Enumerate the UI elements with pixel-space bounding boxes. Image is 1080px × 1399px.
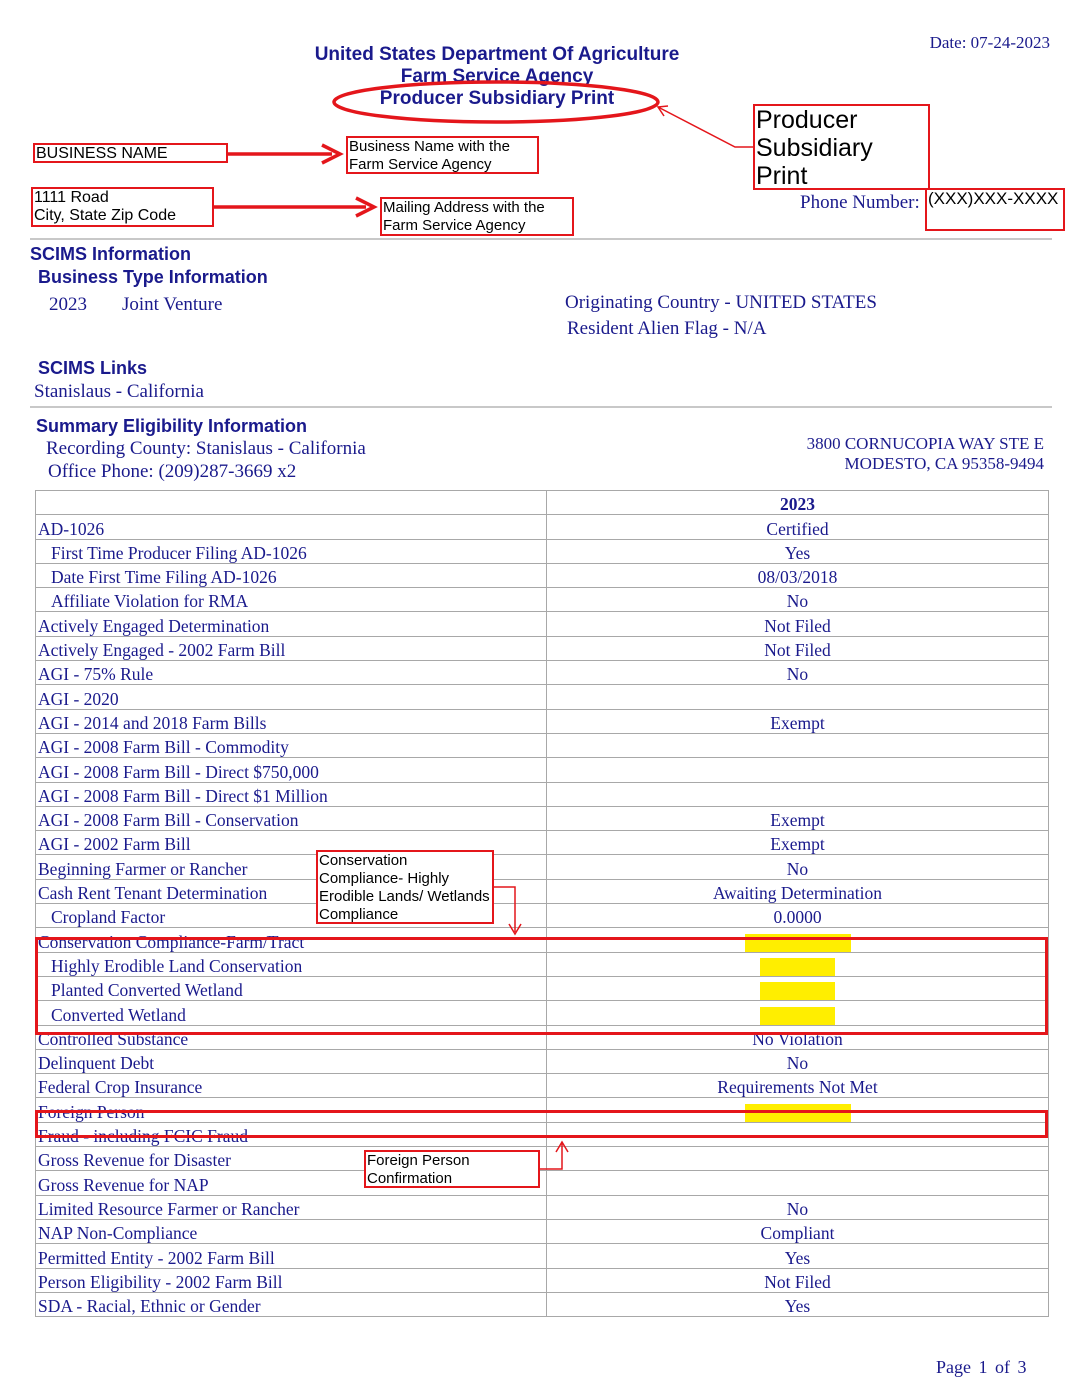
title-note: Producer Subsidiary Print	[753, 104, 930, 190]
row-label: AGI - 2014 and 2018 Farm Bills	[36, 709, 547, 733]
table-row	[36, 976, 1049, 1000]
row-value: No	[547, 1049, 1049, 1073]
row-value: No	[547, 588, 1049, 612]
row-value: No	[547, 1195, 1049, 1219]
recording-county: Recording County: Stanislaus - California	[46, 438, 366, 459]
foreign-person-note: Foreign Person Confirmation	[364, 1150, 540, 1188]
row-value: Exempt	[547, 806, 1049, 830]
scims-links-heading: SCIMS Links	[38, 358, 148, 378]
row-label: AGI - 2008 Farm Bill - Commodity	[36, 733, 547, 757]
table-row	[36, 1001, 1049, 1025]
redacted-value-highlight	[745, 934, 851, 952]
row-value: Exempt	[547, 709, 1049, 733]
business-name-box: BUSINESS NAME	[33, 143, 228, 163]
business-name-note: Business Name with the Farm Service Agency	[346, 136, 539, 174]
header-blank	[36, 491, 547, 515]
divider	[30, 406, 1052, 408]
arrow-address	[214, 198, 374, 216]
table-row	[36, 1049, 1049, 1073]
row-value: Compliant	[547, 1219, 1049, 1243]
table-row	[36, 1292, 1049, 1316]
print-date: Date: 07-24-2023	[929, 33, 1050, 52]
redacted-value-highlight	[760, 1007, 835, 1025]
table-row	[36, 515, 1049, 539]
table-row	[36, 563, 1049, 587]
arrow-title	[658, 106, 753, 147]
office-phone: Office Phone: (209)287-3669 x2	[48, 461, 297, 482]
address-note: Mailing Address with the Farm Service Agency	[380, 197, 574, 236]
scims-heading: SCIMS Information	[30, 244, 191, 264]
page-number: Page 1 of 3	[936, 1357, 1027, 1377]
row-label: Cropland Factor	[36, 904, 547, 928]
office-address-line1: 3800 CORNUCOPIA WAY STE E	[806, 434, 1044, 453]
row-label: Actively Engaged Determination	[36, 612, 547, 636]
row-value: 0.0000	[547, 904, 1049, 928]
table-row	[36, 879, 1049, 903]
table-row	[36, 952, 1049, 976]
row-value: Not Filed	[547, 636, 1049, 660]
row-label: NAP Non-Compliance	[36, 1219, 547, 1243]
table-row	[36, 1147, 1049, 1171]
row-label: AGI - 2002 Farm Bill	[36, 831, 547, 855]
row-value	[547, 976, 1049, 1000]
row-label: Actively Engaged - 2002 Farm Bill	[36, 636, 547, 660]
table-header-row	[36, 491, 1049, 515]
redacted-value-highlight	[760, 958, 835, 976]
row-value	[547, 1001, 1049, 1025]
row-label: Controlled Substance	[36, 1025, 547, 1049]
table-row	[36, 661, 1049, 685]
table-row	[36, 1268, 1049, 1292]
row-label: Limited Resource Farmer or Rancher	[36, 1195, 547, 1219]
table-row	[36, 636, 1049, 660]
row-label: AGI - 2008 Farm Bill - Direct $750,000	[36, 758, 547, 782]
row-value	[547, 1098, 1049, 1122]
row-label: AD-1026	[36, 515, 547, 539]
row-label: Planted Converted Wetland	[36, 976, 547, 1000]
row-label: Federal Crop Insurance	[36, 1074, 547, 1098]
row-label: Foreign Person	[36, 1098, 547, 1122]
row-value: Awaiting Determination	[547, 879, 1049, 903]
row-label: Gross Revenue for Disaster	[36, 1147, 547, 1171]
table-row	[36, 928, 1049, 952]
table-row	[36, 831, 1049, 855]
business-type: Joint Venture	[122, 294, 223, 315]
row-label: Highly Erodible Land Conservation	[36, 952, 547, 976]
row-label: SDA - Racial, Ethnic or Gender	[36, 1292, 547, 1316]
row-label: Gross Revenue for NAP	[36, 1171, 547, 1195]
originating-country: Originating Country - UNITED STATES	[565, 292, 877, 313]
table-row	[36, 539, 1049, 563]
table-row	[36, 1074, 1049, 1098]
table-row	[36, 685, 1049, 709]
row-label: Converted Wetland	[36, 1001, 547, 1025]
resident-alien-flag: Resident Alien Flag - N/A	[567, 318, 767, 339]
row-label: First Time Producer Filing AD-1026	[36, 539, 547, 563]
scims-link[interactable]: Stanislaus - California	[34, 381, 204, 402]
business-type-heading: Business Type Information	[38, 267, 268, 287]
table-row	[36, 1195, 1049, 1219]
year-header: 2023	[547, 491, 1049, 515]
row-value	[547, 685, 1049, 709]
table-row	[36, 1025, 1049, 1049]
row-value: Yes	[547, 539, 1049, 563]
table-row	[36, 855, 1049, 879]
row-label: Permitted Entity - 2002 Farm Bill	[36, 1244, 547, 1268]
row-value: No	[547, 661, 1049, 685]
table-row	[36, 1219, 1049, 1243]
table-row	[36, 782, 1049, 806]
row-value: 08/03/2018	[547, 563, 1049, 587]
row-label: AGI - 2020	[36, 685, 547, 709]
eligibility-table	[35, 490, 1049, 1317]
row-value: Not Filed	[547, 1268, 1049, 1292]
phone-label: Phone Number:	[800, 192, 920, 213]
row-value: Certified	[547, 515, 1049, 539]
table-row	[36, 709, 1049, 733]
office-address-line2: MODESTO, CA 95358-9494	[844, 454, 1044, 473]
sub-agency-title: Farm Service Agency	[400, 66, 594, 87]
row-label: Affiliate Violation for RMA	[36, 588, 547, 612]
table-row	[36, 1122, 1049, 1146]
row-value: No	[547, 855, 1049, 879]
row-value	[547, 1171, 1049, 1195]
row-label: AGI - 2008 Farm Bill - Direct $1 Million	[36, 782, 547, 806]
table-row	[36, 806, 1049, 830]
row-label: Cash Rent Tenant Determination	[36, 879, 547, 903]
row-value	[547, 928, 1049, 952]
row-value: Yes	[547, 1244, 1049, 1268]
business-year: 2023	[49, 294, 87, 315]
row-value: Yes	[547, 1292, 1049, 1316]
row-label: Beginning Farmer or Rancher	[36, 855, 547, 879]
redacted-value-highlight	[760, 982, 835, 1000]
row-value	[547, 733, 1049, 757]
table-row	[36, 758, 1049, 782]
row-label: Fraud - including FCIC Fraud	[36, 1122, 547, 1146]
divider	[30, 238, 1052, 240]
conservation-note: Conservation Compliance- Highly Erodible Lands/ Wetlands Compliance	[316, 850, 494, 924]
row-value	[547, 782, 1049, 806]
row-label: Conservation Compliance-Farm/Tract	[36, 928, 547, 952]
row-value: No Violation	[547, 1025, 1049, 1049]
row-value: Exempt	[547, 831, 1049, 855]
table-row	[36, 1244, 1049, 1268]
row-label: Date First Time Filing AD-1026	[36, 563, 547, 587]
row-label: AGI - 75% Rule	[36, 661, 547, 685]
agency-title: United States Department Of Agriculture	[314, 44, 680, 65]
redacted-value-highlight	[745, 1104, 851, 1122]
table-row	[36, 588, 1049, 612]
table-row	[36, 733, 1049, 757]
address-line2: City, State Zip Code	[34, 207, 176, 224]
summary-heading: Summary Eligibility Information	[36, 416, 308, 436]
row-value	[547, 1122, 1049, 1146]
office-address	[807, 434, 1044, 474]
row-label: AGI - 2008 Farm Bill - Conservation	[36, 806, 547, 830]
table-row	[36, 904, 1049, 928]
table-row	[36, 1171, 1049, 1195]
table-row	[36, 1098, 1049, 1122]
report-title: Producer Subsidiary Print	[379, 88, 615, 109]
row-value	[547, 1147, 1049, 1171]
address-box	[31, 187, 214, 227]
row-label: Person Eligibility - 2002 Farm Bill	[36, 1268, 547, 1292]
row-label: Delinquent Debt	[36, 1049, 547, 1073]
row-value: Not Filed	[547, 612, 1049, 636]
phone-value: (XXX)XXX-XXXX	[925, 188, 1065, 231]
address-line1: 1111 Road	[34, 189, 109, 206]
arrow-business-name	[228, 145, 340, 163]
row-value: Requirements Not Met	[547, 1074, 1049, 1098]
row-value	[547, 952, 1049, 976]
table-row	[36, 612, 1049, 636]
row-value	[547, 758, 1049, 782]
